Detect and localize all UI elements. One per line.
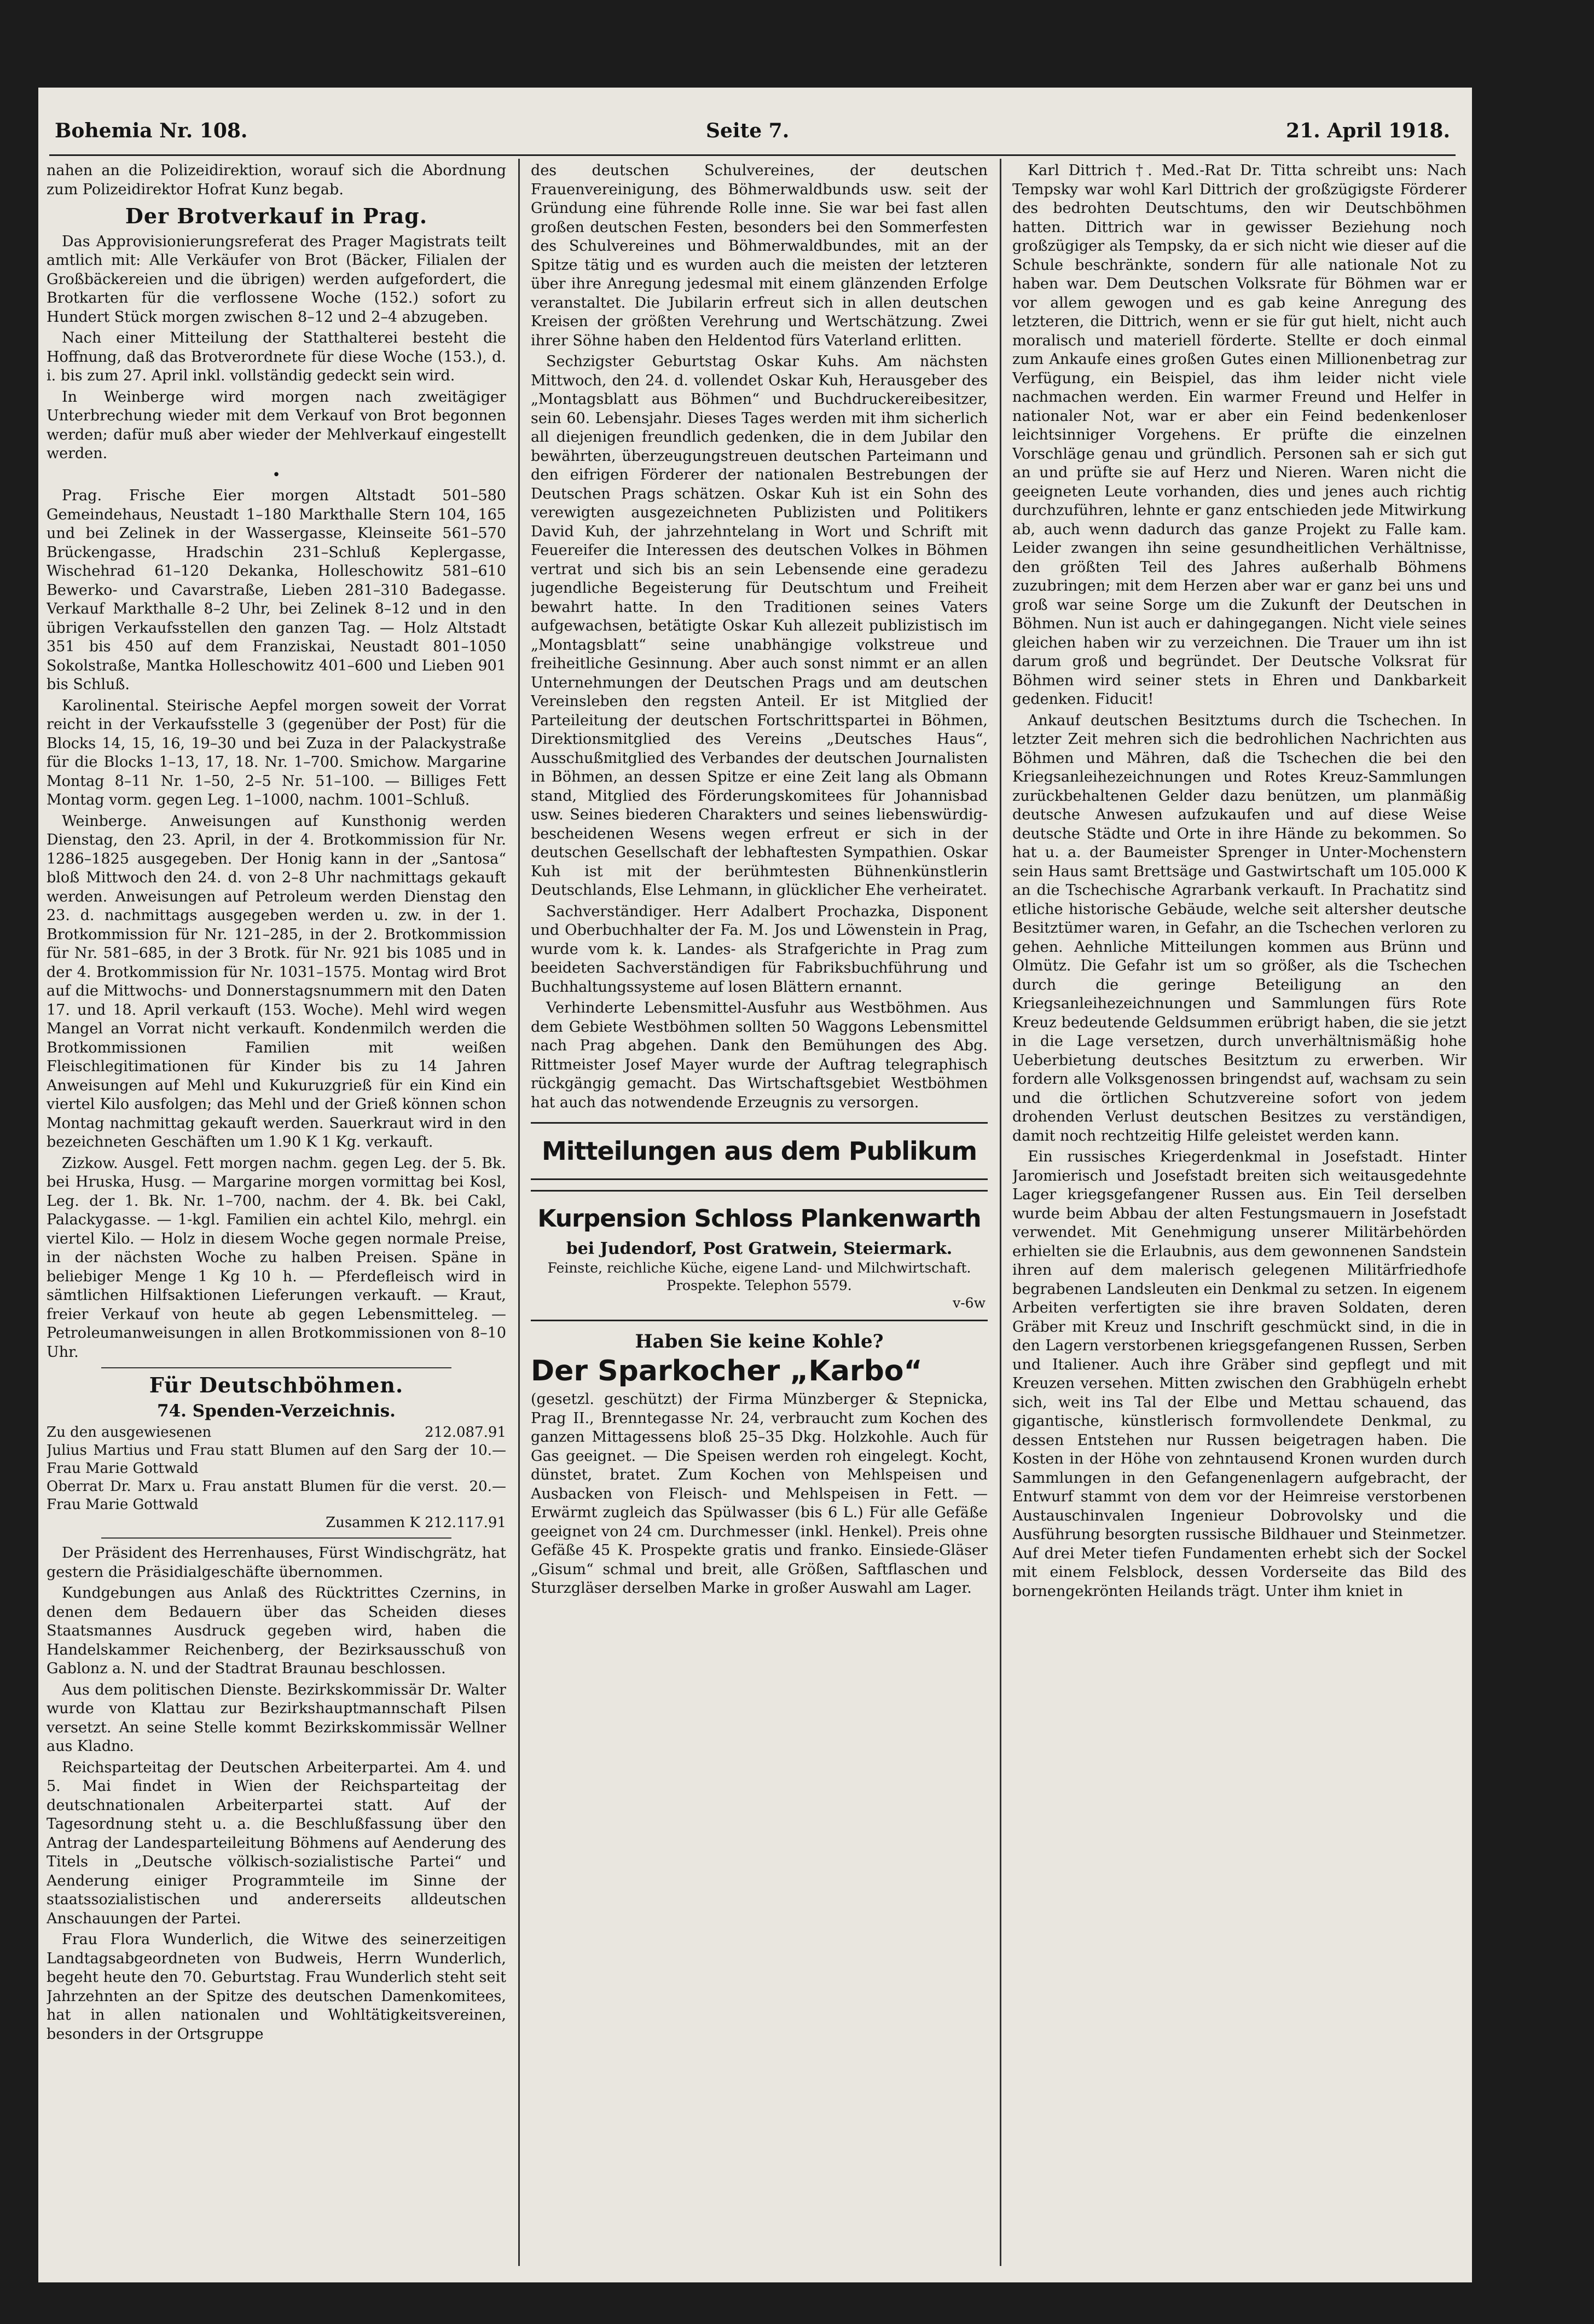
paragraph: Zizkow. Ausgel. Fett morgen nachm. gegen Leg. der 5. Bk. bei Hruska, Husg. — Margarine morgen vormittag bei Kosl, Leg. der 1. Bk. Nr. 1–700, nachm. der 4. Bk. bei Cakl, Palackygasse. — 1-kgl. Familien ein achtel Kilo, mehrgl. ein viertel Kilo. — Holz in diesem Woche gegen normale Preise, in der nächsten Woche zu halben Preisen. Späne in beliebiger Menge 1 Kg 10 h. — Pferdefleisch wird in sämtlichen Hilfsaktionen Lieferungen verkauft. — Kraut, freier Verkauf von heute ab gegen Lebensmitteleg. — Petroleumanweisungen in allen Brotkommissionen von 8–10 Uhr. [47,1154,506,1361]
paragraph: Reichsparteitag der Deutschen Arbeiterpartei. Am 4. und 5. Mai findet in Wien der Reichsparteitag der deutschnationalen Arbeiterpartei statt. Auf der Tagesordnung steht u. a. die Beschlußfassung über den Antrag der Landesparteileitung Böhmens auf Aenderung des Titels in „Deutsche völkisch-sozialistische Partei“ und Aenderung einiger Programmteile im Sinne der staatssozialistischen und andererseits alldeutschen Anschauungen der Partei. [47,1759,506,1927]
paragraph: In Weinberge wird morgen nach zweitägiger Unterbrechung wieder mit dem Verkauf von Brot begonnen werden; dafür muß aber wieder der Mehlverkauf eingestellt werden. [47,388,506,462]
paragraph: Sechzigster Geburtstag Oskar Kuhs. Am nächsten Mittwoch, den 24. d. vollendet Oskar Kuh, Herausgeber des „Montagsblatt aus Böhmen“ und Buchdruckereibesitzer, sein 60. Lebensjahr. Dieses Tages werden mit ihm sicherlich all diejenigen freundlich gedenken, die in dem Jubilar den bewährten, überzeugungstreuen deutschen Parteimann und den eifrigen Förderer der nationalen Bestrebungen der Deutschen Prags schätzen. Oskar Kuh ist ein Sohn des verewigten ausgezeichneten Publizisten und Politikers David Kuh, der jahrzehntelang in Wort und Schrift mit Feuereifer die Interessen des deutschen Volkes in Böhmen vertrat und sich bis an sein Lebensende eine geradezu jugendliche Begeisterung für Deutschtum und Freiheit bewahrt hatte. In den Traditionen seines Vaters aufgewachsen, betätigte Oskar Kuh allezeit publizistisch im „Montagsblatt“ seine unabhängige volkstreue und freiheitliche Gesinnung. Aber auch sonst nimmt er an allen Unternehmungen der Deutschen Prags und am deutschen Vereinsleben den regsten Anteil. Er ist Mitglied der Parteileitung der deutschen Fortschrittspartei in Böhmen, Direktionsmitglied des Vereins „Deutsches Haus“, Ausschußmitglied des Verbandes der deutschen Journalisten in Böhmen, an dessen Spitze er eine Zeit lang als Obmann stand, Mitglied des Förderungskomitees für Johannisbad usw. Seines biederen Charakters und seines liebenswürdig-bescheidenen Wesens wegen erfreut er sich in der deutschen Gesellschaft der lebhaftesten Sympathien. Oskar Kuh ist mit der berühmtesten Bühnenkünstlerin Deutschlands, Else Lehmann, in glücklicher Ehe verheiratet. [531,353,988,899]
donation-row [47,1424,506,1442]
masthead-paper-issue: Bohemia Nr. 108. [55,119,248,142]
column-1 [47,161,506,2263]
ad-question: Haben Sie keine Kohle? [635,1331,884,1352]
paragraph: Das Approvisionierungsreferat des Prager Magistrats teilt amtlich mit: Alle Verkäufer von Brot (Bäcker, Filialen der Großbäckereien und die übrigen) werden aufgefordert, die Brotkarten für die verflossene Woche (152.) sofort zu Hundert Stück morgen zwischen 8–12 und 2–4 abzugeben. [47,233,506,326]
donation-row [47,1478,506,1514]
ad-text: Feinste, reichliche Küche, eigene Land- und Milchwirtschaft. Prospekte. Telephon 5579. [547,1260,971,1293]
donation-list-subtitle: 74. Spenden-Verzeichnis. [157,1401,396,1421]
section-ornament: • [272,466,281,483]
paragraph: Weinberge. Anweisungen auf Kunsthonig werden Dienstag, den 23. April, in der 4. Brotkommission für Nr. 1286–1825 ausgegeben. Der Honig kann in der „Santosa“ bloß Mittwoch den 24. d. von 2–8 Uhr nachmittags gekauft werden. Anweisungen auf Petroleum werden Dienstag den 23. d. nachmittags ausgegeben werden u. zw. in der 1. Brotkommission für Nr. 121–285, in der 2. Brotkommission für Nr. 581–685, in der 3 Brotk. für Nr. 921 bis 1085 und in der 4. Brotkommission für Nr. 1031–1575. Montag wird Brot auf die Mittwochs- und Donnerstagsnummern mit den Daten 17. und 18. April verkauft (153. Woche). Mehl wird wegen Mangel an Vorrat nicht verkauft. Kondenmilch werden die Brotkommissionen Familien mit weißen Fleischlegitimationen für Kinder bis zu 14 Jahren Anweisungen auf Mehl und Kukuruzgrieß für ein Kind ein viertel Kilo ausfolgen; das Mehl und der Grieß können schon Montag nachmittag gekauft werden. Sauerkraut wird in den bezeichneten Geschäften um 1.90 K 1 Kg. verkauft. [47,812,506,1151]
donation-label: Julius Martius und Frau statt Blumen auf den Sarg der Frau Marie Gottwald [47,1442,459,1477]
ad-title: Der Sparkocher „Karbo“ [531,1355,923,1388]
column-divider [1000,159,1001,2266]
masthead [55,119,1450,152]
paragraph: Prag. Frische Eier morgen Altstadt 501–580 Gemeindehaus, Neustadt 1–180 Markthalle Stern 104, 165 und bei Zelinek in der Wassergasse, Kleinseite 561–570 Brückengasse, Hradschin 231–Schluß Keplergasse, Wischehrad 61–120 Dekanka, Holleschowitz 581–610 Bewerko- und Cavarstraße, Lieben 281–310 Badegasse. Verkauf Markthalle 8–2 Uhr, bei Zelinek 8–12 und in den übrigen Verkaufsstellen den ganzen Tag. — Holz Altstadt 351 bis 450 auf dem Franziskai, Neustadt 801–1050 Sokolstraße, Mantka Holleschowitz 401–600 und Lieben 901 bis Schluß. [47,487,506,693]
paragraph: Aus dem politischen Dienste. Bezirkskommissär Dr. Walter wurde von Klattau zur Bezirkshauptmannschaft Pilsen versetzt. An seine Stelle kommt Bezirkskommissär Wellner aus Kladno. [47,1681,506,1755]
paragraph: Sachverständiger. Herr Adalbert Prochazka, Disponent und Oberbuchhalter der Fa. M. Jos und Löwenstein in Prag, wurde vom k. k. Landes- als Strafgerichte in Prag zum beeideten Sachverständigen für Fabriksbuchführung und Buchhaltungssysteme auf losen Blättern ernannt. [531,903,988,996]
ad-code: v-6w [953,1295,986,1311]
ad-section-header: Mitteilungen aus dem Publikum [541,1136,977,1166]
article-title-deutschboehmen: Für Deutschböhmen. [149,1373,404,1397]
advertisement-section [531,1122,988,1180]
newspaper-page [38,88,1472,2282]
donation-row [47,1442,506,1478]
ad-location: bei Judendorf, Post Gratwein, Steiermark. [566,1239,953,1258]
column-divider [518,159,520,2266]
paragraph: Der Präsident des Herrenhauses, Fürst Windischgrätz, hat gestern die Präsidialgeschäfte übernommen. [47,1545,506,1581]
paragraph: des deutschen Schulvereines, der deutschen Frauenvereinigung, des Böhmerwaldbunds usw. seit der Gründung eine führende Rolle inne. Sie war bei fast allen großen deutschen Festen, besonders bei den Sommerfesten des Schulvereines und Böhmerwaldbundes, mit an der Spitze tätig und es wurden auch die meisten der letzteren über ihre Anregung jedesmal mit einem glänzenden Erfolge veranstaltet. Die Jubilarin erfreut sich in allen deutschen Kreisen der größten Verehrung und Wertschätzung. Zwei ihrer Söhne haben den Heldentod fürs Vaterland erlitten. [531,162,988,349]
masthead-date: 21. April 1918. [1286,119,1450,142]
paragraph: Ankauf deutschen Besitztums durch die Tschechen. In letzter Zeit mehren sich die bedrohlichen Nachrichten aus Böhmen und Mähren, daß die Tschechen die bei den Kriegsanleihezeichnungen und Rotes Kreuz-Sammlungen zurückbehaltenen Gelder dazu benützen, um planmäßig deutsche Anwesen aufzukaufen und auf diese Weise deutsche Städte und Orte in ihre Hände zu bekommen. So hat u. a. der Baumeister Sprenger in Unter-Mochenstern sein Haus samt Brettsäge und Gastwirtschaft um 105.000 K an die Tschechische Agrarbank verkauft. In Prachatitz sind etliche historische Gebäude, welche seit altersher deutsche Besitztümer waren, in Gefahr, an die Tschechen verloren zu gehen. Aehnliche Mitteilungen kommen aus Brünn und Olmütz. Die Gefahr ist um so größer, als die Tschechen durch die geringe Beteiligung an den Kriegsanleihezeichnungen und Sammlungen fürs Rote Kreuz bedeutende Geldsummen erübrigt haben, die sie jetzt in die Lage versetzen, durch unverhältnismäßig hohe Ueberbietung deutsches Besitztum zu erwerben. Wir fordern alle Volksgenossen bringendst auf, wachsam zu sein und die örtlichen Schutzvereine sofort von jedem drohenden Verlust deutschen Besitzes zu verständigen, damit noch rechtzeitig Hilfe geleistet werden kann. [1012,712,1467,1144]
donation-total: Zusammen K 212.117.91 [326,1514,506,1531]
paragraph: Kundgebungen aus Anlaß des Rücktrittes Czernins, in denen dem Bedauern über das Scheiden dieses Staatsmannes Ausdruck gegeben wird, haben die Handelskammer Reichenberg, der Bezirksausschuß von Gablonz a. N. und der Stadtrat Braunau beschlossen. [47,1585,506,1677]
column-2 [531,161,988,2263]
paragraph: Karl Dittrich †. Med.-Rat Dr. Titta schreibt uns: Nach Tempsky war wohl Karl Dittrich der großzügigste Förderer des bedrohten Deutschtums, den wir Deutschböhmen hatten. Dittrich war in gewisser Beziehung noch großzügiger als Tempsky, da er sich nicht wie dieser auf die Schule beschränkte, sondern für alle nationale Not zu haben war. Dem Deutschen Volksrate für Böhmen war er vor allem gewogen und es gab keine Anregung des letzteren, die Dittrich, wenn er sie für gut hielt, nicht auch moralisch und materiell förderte. Stellte er doch einmal zum Ankaufe eines großen Gutes einen Millionenbetrag zur Verfügung, ein Beispiel, das ihm leider nicht viele nachmachen werden. Ein warmer Freund und Helfer in nationaler Not, war er aber ein Feind bedenkenloser leichtsinniger Vorgehens. Er prüfte die einzelnen Vorschläge genau und gründlich. Personen sah er sich gut an und prüfte sie auf Herz und Nieren. Waren nicht die geeigneten Leute vorhanden, dies und jenes auch richtig durchzuführen, lehnte er ganz entschieden jede Mitwirkung ab, auch wenn dadurch das ganze Projekt zu Falle kam. Leider zwangen ihn seine gesundheitlichen Verhältnisse, den größten Teil des Jahres außerhalb Böhmens zuzubringen; mit dem Herzen aber war er ganz bei uns und groß war seine Sorge um die Zukunft der Deutschen in Böhmen. Nun ist auch er dahingegangen. Nicht viele seines gleichen haben wir zu verzeichnen. Die Trauer um ihn ist darum groß und begründet. Der Deutsche Volksrat für Böhmen wird seiner stets in Ehren und Dankbarkeit gedenken. Fiducit! [1012,162,1467,708]
section-rule [101,1537,451,1539]
column-3 [1012,161,1467,2263]
donation-total-row [47,1514,506,1532]
masthead-page-number: Seite 7. [706,119,790,142]
article-title-brotverkauf: Der Brotverkauf in Prag. [125,204,428,228]
ad-title: Kurpension Schloss Plankenwarth [537,1205,981,1233]
section-rule [101,1367,451,1368]
donation-label: Zu den ausgewiesenen [47,1424,212,1441]
paragraph: Karolinental. Steirische Aepfel morgen soweit der Vorrat reicht in der Verkaufsstelle 3 (gegenüber der Post) für die Blocks 14, 15, 16, 19–30 und bei Zuza in der Palackystraße für die Blocks 1–13, 17, 18. Nr. 1–700. Smichow. Margarine Montag 8–11 Nr. 1–50, 2–5 Nr. 51–100. — Billiges Fett Montag vorm. gegen Leg. 1–1000, nachm. 1001–Schluß. [47,697,506,808]
paragraph: Ein russisches Kriegerdenkmal in Josefstadt. Hinter Jaromierisch und Josefstadt breiten sich weitausgedehnte Lager kriegsgefangener Russen aus. Ein Teil derselben wurde beim Abbau der alten Festungsmauern in Josefstadt verwendet. Mit Genehmigung unserer Militärbehörden erhielten sie die Erlaubnis, aus dem gewonnenen Sandstein ihren auf dem malerisch gelegenen Militärfriedhofe begrabenen Landsleuten ein Denkmal zu setzen. In eigenem Arbeiten verfertigten sie ihre braven Soldaten, deren Gräber mit Kreuz und Inschrift geschmückt sind, in die in den Lagern verstorbenen kriegsgefangenen Russen, Serben und Italiener. Auch ihre Gräber sind gepflegt und mit Kreuzen versehen. Mitten zwischen den Grabhügeln erhebt sich, weit ins Tal der Elbe und Mettau schauend, das gigantische, künstlerisch formvollendete Denkmal, zu dessen Entstehen nur Russen beigetragen haben. Die Kosten in der Höhe von zehntausend Kronen wurden durch Sammlungen in den Gefangenenlagern aufgebracht, der Entwurf stammt von dem vor der Heimreise verstorbenen Austauschinvalen Ingenieur Dobrovolsky und die Ausführung besorgten russische Bildhauer und Steinmetzer. Auf drei Meter tiefen Fundamenten erhebt sich der Sockel mit einem Felsblock, dessen Vorderseite das Bild des bornengekrönten Heilands trägt. Unter ihm kniet in [1012,1148,1467,1600]
header-rule [49,154,1456,156]
ad-text: (gesetzl. geschützt) der Firma Münzberger & Stepnicka, Prag II., Brenntegasse Nr. 24, verbraucht zum Kochen des ganzen Mittagessens bloß 25–35 Dkg. Holzkohle. Auch für Gas geeignet. — Die Speisen werden roh eingelegt. Kocht, dünstet, bratet. Zum Kochen von Mehlspeisen und Ausbacken von Fleisch- und Mehlspeisen in Fett. — Erwärmt zugleich das Spülwasser (bis 6 L.) Für alle Gefäße geeignet von 24 cm. Durchmesser (inkl. Henkel). Preis ohne Gefäße 45 K. Prospekte gratis und franko. Einsiede-Gläser „Gisum“ schmal und breit, alle Größen, Saftflaschen und Sturzgläser derselben Marke in großer Auswahl am Lager. [531,1391,988,1597]
donation-amount: 20.— [469,1478,506,1495]
donation-amount: 10.— [469,1442,506,1459]
donation-label: Oberrat Dr. Marx u. Frau anstatt Blumen für die verst. Frau Marie Gottwald [47,1478,459,1513]
paragraph: Verhinderte Lebensmittel-Ausfuhr aus Westböhmen. Aus dem Gebiete Westböhmen sollten 50 Waggons Lebensmittel nach Prag abgehen. Dank den Bemühungen des Abg. Rittmeister Josef Mayer wurde der Auftrag telegraphisch rückgängig gemacht. Das Wirtschaftsgebiet Westböhmen hat auch das notwendende Erzeugnis zu versorgen. [531,999,988,1111]
donation-amount: 212.087.91 [425,1424,506,1441]
advertisement-kurpension [531,1190,988,1321]
paragraph: Frau Flora Wunderlich, die Witwe des seinerzeitigen Landtagsabgeordneten von Budweis, Herrn Wunderlich, begeht heute den 70. Geburtstag. Frau Wunderlich steht seit Jahrzehnten an der Spitze des deutschen Damenkomitees, hat in allen nationalen und Wohltätigkeitsvereinen, besonders in der Ortsgruppe [47,1931,506,2043]
advertisement-karbo [531,1331,988,1598]
article-intro: nahen an die Polizeidirektion, worauf sich die Abordnung zum Polizeidirektor Hofrat Kunz begab. [47,162,506,198]
paragraph: Nach einer Mitteilung der Statthalterei besteht die Hoffnung, daß das Brotverordnete für diese Woche (153.), d. i. bis zum 27. April inkl. vollständig gedeckt sein wird. [47,329,506,384]
